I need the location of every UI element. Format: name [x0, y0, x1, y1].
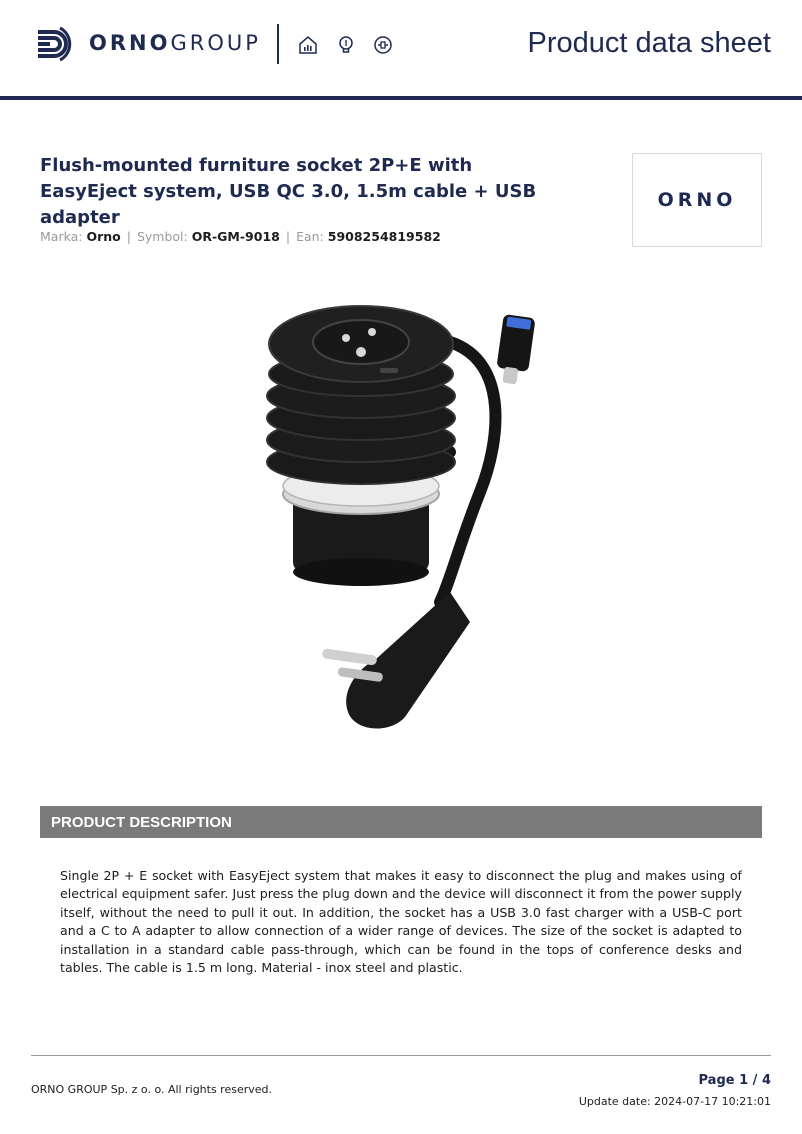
update-date: Update date: 2024-07-17 10:21:01	[578, 1095, 771, 1108]
section-header-product-description	[40, 806, 762, 838]
product-image	[150, 272, 650, 772]
copyright-text: ORNO GROUP Sp. z o. o. All rights reserved.	[31, 1083, 273, 1096]
page-number: Page 1 / 4	[698, 1073, 771, 1088]
ean-label: Ean:	[296, 229, 324, 244]
marka-value: Orno	[86, 229, 121, 244]
plug-socket-icon	[372, 34, 394, 56]
page-header	[0, 0, 802, 100]
footer-rule	[31, 1055, 771, 1056]
section-heading: PRODUCT DESCRIPTION	[51, 814, 232, 831]
orno-logo-icon	[34, 24, 74, 64]
meta-separator: |	[285, 229, 291, 244]
symbol-value: OR-GM-9018	[191, 229, 280, 244]
logo-light: GROUP	[170, 31, 261, 55]
header-divider	[277, 24, 279, 64]
symbol-label: Symbol:	[136, 229, 188, 244]
meta-separator: |	[126, 229, 131, 244]
smart-home-icon	[297, 34, 319, 56]
lightbulb-icon	[335, 34, 357, 56]
product-meta	[40, 229, 441, 244]
logo-bold: ORNO	[89, 31, 171, 55]
brand-logo: ORNO	[657, 189, 737, 211]
header-rule	[0, 96, 802, 100]
brand-logo-box	[632, 153, 762, 247]
product-description-text: Single 2P + E socket with EasyEject system that makes it easy to disconnect the plug and makes using of electrical equipment safer. Just press the plug down and the device will disconnect it from the power supply itself, without the need to pull it out. In addition, the socket has a USB 3.0 fast charger with a USB-C port and a C to A adapter to allow connection of a wider range of devices. The size of the socket is adapted to installation in a standard cable pass-through, which can be found in the tops of conference desks and tables. The cable is 1.5 m long. Material - inox steel and plastic.	[60, 868, 742, 976]
ean-value: 5908254819582	[327, 229, 441, 244]
page-title: Product data sheet	[527, 27, 771, 59]
marka-label: Marka:	[40, 229, 83, 244]
company-logo-text	[89, 31, 261, 55]
product-title: Flush-mounted furniture socket 2P+E with EasyEject system, USB QC 3.0, 1.5m cable + USB adapter	[40, 155, 537, 228]
